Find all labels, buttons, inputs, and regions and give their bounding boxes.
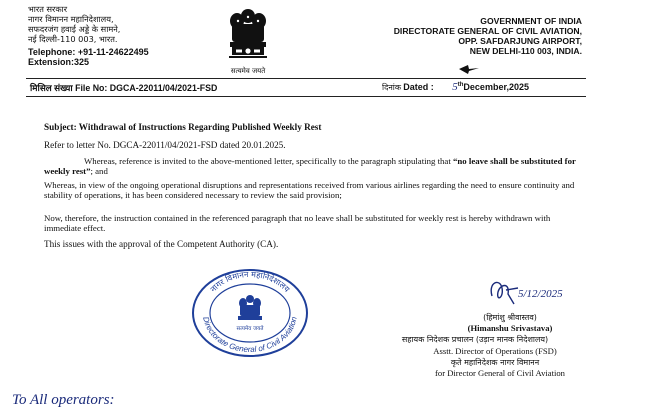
signature-date: 5/12/2025 <box>518 288 563 300</box>
designation: Asstt. Director of Operations (FSD) <box>433 346 557 356</box>
govt-of-india: GOVERNMENT OF INDIA <box>480 16 582 26</box>
header-right <box>394 16 582 56</box>
handwritten-signature <box>470 274 590 312</box>
paragraph-1-quote: “no leave shall be substituted for weekly rest” <box>44 156 576 177</box>
hindi-dgca-line: नागर विमानन महानिदेशालय, <box>28 14 114 24</box>
extension: Extension:325 <box>28 57 90 67</box>
dgca-name: DIRECTORATE GENERAL OF CIVIL AVIATION, <box>393 26 582 36</box>
handwritten-note: To All operators: <box>12 392 115 408</box>
date-block <box>382 81 529 93</box>
official-stamp <box>190 268 310 358</box>
city-line: NEW DELHI-110 003, INDIA. <box>469 46 582 56</box>
paragraph-3: Now, therefore, the instruction contained in the referenced paragraph that no leave shall be substituted for weekly rest is hereby withdrawn with immediate effect. <box>44 213 551 234</box>
stamp-ring-top: नागर विमानन महानिदेशालय <box>208 269 292 294</box>
address-line: OPP. SAFDARJUNG AIRPORT, <box>458 36 582 46</box>
paragraph-4: This issues with the approval of the Competent Authority (CA). <box>44 239 279 249</box>
signatory-name-hindi: (हिमांशु श्रीवास्तव) <box>483 313 537 322</box>
header-left-hindi <box>28 4 120 44</box>
paragraph-1-end: ; and <box>90 166 108 177</box>
designation-hindi: सहायक निदेशक प्रचालन (उड़ान मानक निदेशालय) <box>401 335 549 344</box>
header-rule-top <box>26 78 586 79</box>
header-rule-bottom <box>26 96 586 97</box>
svg-text:नागर विमानन महानिदेशालय <box>209 270 292 294</box>
hindi-govt-line: भारत सरकार <box>28 4 68 14</box>
national-emblem <box>218 6 278 76</box>
date-hindi: दिनांक <box>382 83 401 92</box>
date-rest: December,2025 <box>463 82 529 92</box>
dgca-logo <box>458 62 480 74</box>
file-number: मिसिल संख्या File No: DGCA-22011/04/2021-FSD <box>30 83 218 93</box>
date-label: Dated : <box>403 82 434 92</box>
emblem-icon <box>218 6 278 68</box>
paragraph-2: Whereas, in view of the ongoing operational disruptions and representations received from various airlines regarding the need to ensure continuity and stability of operations, it has been considered necessary to review the said provision; <box>44 180 575 201</box>
refer-line: Refer to letter No. DGCA-22011/04/2021-FSD dated 20.01.2025. <box>44 140 286 150</box>
dgca-logo-icon <box>458 63 480 75</box>
emblem-motto: सत्यमेव जयते <box>230 67 266 75</box>
stamp-motto: सत्यमेव जयते <box>236 326 264 332</box>
paragraph-1 <box>44 156 584 177</box>
for-dg-hindi: कृते महानिदेशक नागर विमानन <box>450 358 540 367</box>
for-dg: for Director General of Civil Aviation <box>435 368 565 378</box>
stamp-seal-icon <box>190 268 310 358</box>
subject: Subject: Withdrawal of Instructions Regarding Published Weekly Rest <box>44 122 322 132</box>
telephone: Telephone: +91-11-24622495 <box>28 47 149 57</box>
date-day-handwritten: 5 <box>452 81 458 93</box>
contact-block <box>28 47 149 67</box>
stamp-ring-bottom: Directorate General of Civil Aviation <box>201 315 299 355</box>
hindi-address-line: सफदरजंग हवाई अड्डे के सामने, <box>28 24 121 34</box>
date-superscript: th <box>457 82 464 88</box>
signatory-name: (Himanshu Srivastava) <box>467 323 553 333</box>
hindi-city-line: नई दिल्ली-110 003, भारत. <box>28 34 118 44</box>
paragraph-1-text: Whereas, reference is invited to the above-mentioned letter, specifically to the paragraph stipulating that <box>84 156 453 166</box>
